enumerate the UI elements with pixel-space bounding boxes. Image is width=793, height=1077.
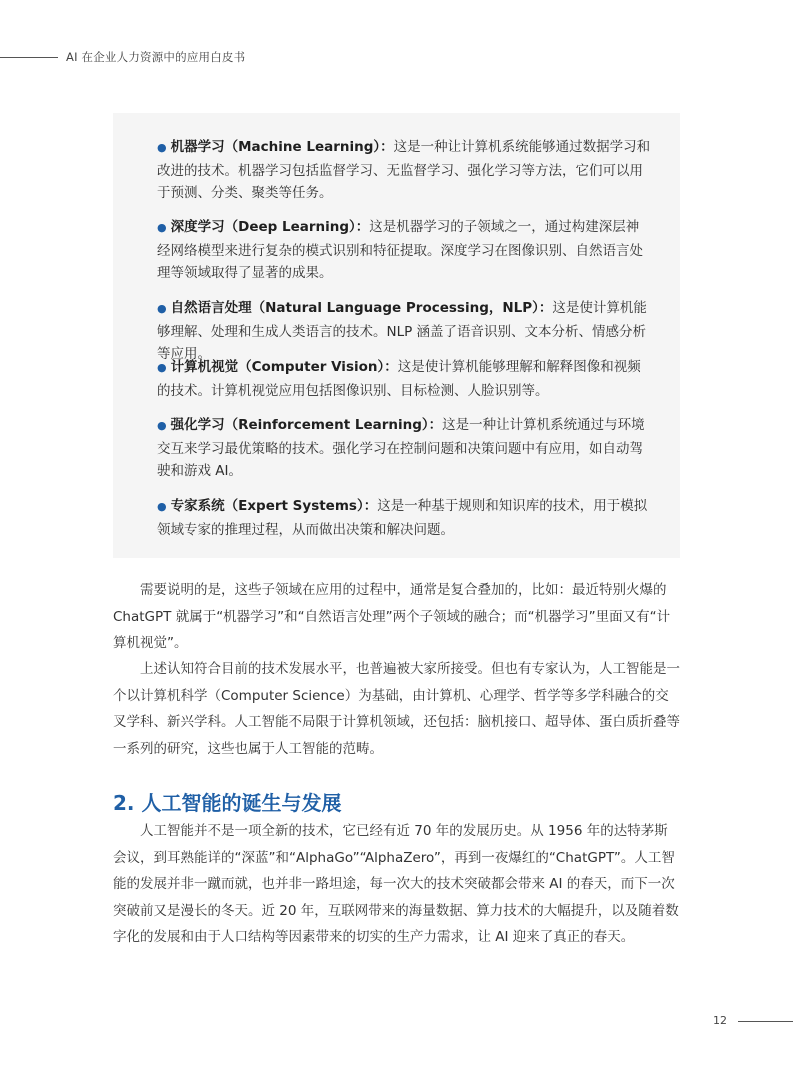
body-paragraph-2: 上述认知符合目前的技术发展水平，也普遍被大家所接受。但也有专家认为，人工智能是一个以计算机科学（Computer Science）为基础，由计算机、心理学、哲学等多学科融合的交叉学科、新兴学科。人工智能不局限于计算机领域，还包括：脑机接口、超导体、蛋白质折叠等一系列的研究，这些也属于人工智能的范畴。 xyxy=(113,661,680,757)
bullet-desc: 这是一种让计算机系统通过与环境交互来学习最优策略的技术。强化学习在控制问题和决策问题中有应用，如自动驾驶和游戏 AI。 xyxy=(157,417,645,479)
page-number: 12 xyxy=(713,1014,727,1027)
bullet-term: 自然语言处理（Natural Language Processing，NLP）： xyxy=(170,300,553,316)
running-header: AI 在企业人力资源中的应用白皮书 xyxy=(66,50,246,64)
bullet-desc: 这是一种基于规则和知识库的技术，用于模拟领域专家的推理过程，从而做出决策和解决问题。 xyxy=(157,498,648,538)
bullet-desc: 这是使计算机能够理解、处理和生成人类语言的技术。NLP 涵盖了语音识别、文本分析、情感分析等应用。 xyxy=(157,300,647,362)
bullet-computer-vision xyxy=(157,356,652,402)
bullet-desc: 这是一种让计算机系统能够通过数据学习和改进的技术。机器学习包括监督学习、无监督学习、强化学习等方法，它们可以用于预测、分类、聚类等任务。 xyxy=(157,139,651,201)
bullet-expert-systems xyxy=(157,495,652,541)
header-rule xyxy=(0,57,58,58)
bullet-desc: 这是使计算机能够理解和解释图像和视频的技术。计算机视觉应用包括图像识别、目标检测、人脸识别等。 xyxy=(157,359,641,399)
bullet-dot-icon: ● xyxy=(157,141,167,154)
bullet-term: 计算机视觉（Computer Vision）： xyxy=(170,359,398,375)
footer-rule xyxy=(738,1021,793,1022)
bullet-dot-icon: ● xyxy=(157,419,167,432)
section-paragraph: 人工智能并不是一项全新的技术，它已经有近 70 年的发展历史。从 1956 年的达特茅斯会议，到耳熟能详的“深蓝”和“AlphaGo”“AlphaZero”，再到一夜爆红的“ChatGPT”。人工智能的发展并非一蹴而就，也并非一路坦途，每一次大的技术突破都会带来 AI 的春天，而下一次突破前又是漫长的冬天。近 20 年，互联网带来的海量数据、算力技术的大幅提升，以及随着数字化的发展和由于人口结构等因素带来的切实的生产力需求，让 AI 迎来了真正的春天。 xyxy=(113,823,679,945)
body-paragraph-1: 需要说明的是，这些子领域在应用的过程中，通常是复合叠加的，比如：最近特别火爆的 ChatGPT 就属于“机器学习”和“自然语言处理”两个子领域的融合；而“机器学习”里面又有“计算机视觉”。 xyxy=(113,582,671,651)
bullet-term: 专家系统（Expert Systems）： xyxy=(170,498,378,514)
bullet-term: 强化学习（Reinforcement Learning）： xyxy=(170,417,443,433)
bullet-term: 深度学习（Deep Learning）： xyxy=(170,219,370,235)
section-heading: 2. 人工智能的诞生与发展 xyxy=(113,791,342,815)
bullet-term: 机器学习（Machine Learning）： xyxy=(170,139,394,155)
bullet-dot-icon: ● xyxy=(157,500,167,513)
bullet-machine-learning xyxy=(157,136,652,205)
bullet-dot-icon: ● xyxy=(157,361,167,374)
bullet-dot-icon: ● xyxy=(157,221,167,234)
bullet-dot-icon: ● xyxy=(157,302,167,315)
bullet-deep-learning xyxy=(157,216,652,285)
bullet-desc: 这是机器学习的子领域之一，通过构建深层神经网络模型来进行复杂的模式识别和特征提取。深度学习在图像识别、自然语言处理等领域取得了显著的成果。 xyxy=(157,219,643,281)
bullet-reinforcement-learning xyxy=(157,414,652,483)
